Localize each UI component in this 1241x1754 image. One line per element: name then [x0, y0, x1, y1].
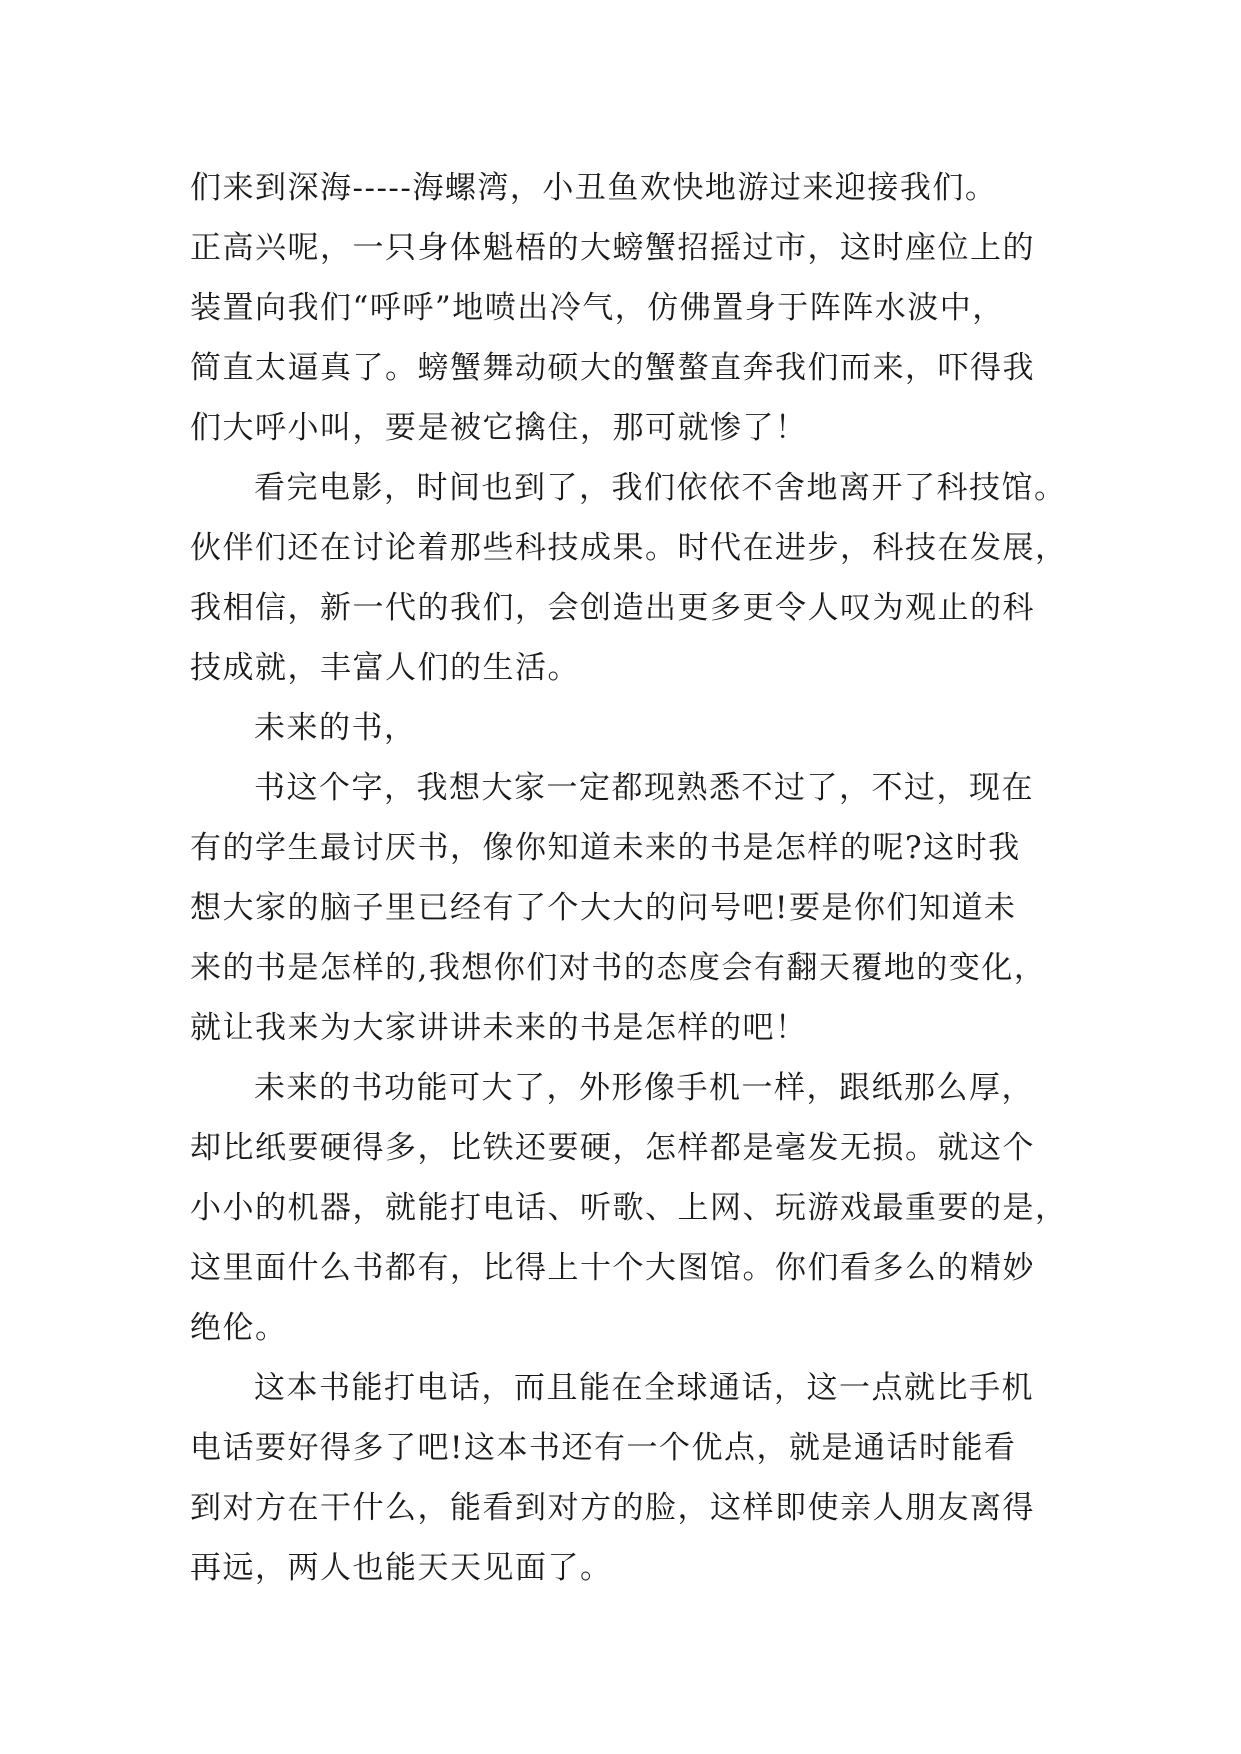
paragraph	[190, 158, 1070, 458]
text-line: 有的学生最讨厌书，像你知道未来的书是怎样的呢?这时我	[190, 830, 1021, 866]
text-line: 们来到深海-----海螺湾，小丑鱼欢快地游过来迎接我们。	[190, 170, 998, 206]
text-line: 书这个字，我想大家一定都现熟悉不过了，不过，现在	[254, 770, 1034, 806]
text-line: 小小的机器，就能打电话、听歌、上网、玩游戏最重要的是，	[190, 1190, 1068, 1226]
text-line: 想大家的脑子里已经有了个大大的问号吧!要是你们知道未	[190, 890, 1017, 926]
text-line: 绝伦。	[190, 1310, 288, 1346]
text-line: 装置向我们“呼呼”地喷出冷气，仿佛置身于阵阵水波中，	[190, 290, 1005, 326]
text-line: 来的书是怎样的,我想你们对书的态度会有翻天覆地的变化，	[190, 950, 1047, 986]
text-line: 电话要好得多了吧!这本书还有一个优点，就是通话时能看	[190, 1430, 1017, 1466]
paragraph	[190, 758, 1070, 1058]
text-line: 再远，两人也能天天见面了。	[190, 1550, 613, 1586]
text-line: 这里面什么书都有，比得上十个大图馆。你们看多么的精妙	[190, 1250, 1035, 1286]
text-line: 伙伴们还在讨论着那些科技成果。时代在进步，科技在发展，	[190, 530, 1068, 566]
text-line: 看完电影，时间也到了，我们依依不舍地离开了科技馆。	[254, 470, 1067, 506]
text-line: 正高兴呢，一只身体魁梧的大螃蟹招摇过市，这时座位上的	[190, 230, 1035, 266]
text-line: 简直太逼真了。螃蟹舞动硕大的蟹螯直奔我们而来，吓得我	[190, 350, 1035, 386]
text-line: 技成就，丰富人们的生活。	[190, 650, 580, 686]
text-line: 未来的书功能可大了，外形像手机一样，跟纸那么厚，	[254, 1070, 1034, 1106]
text-line: 未来的书，	[254, 710, 417, 746]
paragraph	[190, 1358, 1070, 1598]
text-line: 我相信，新一代的我们，会创造出更多更令人叹为观止的科	[190, 590, 1035, 626]
paragraph	[190, 698, 1070, 758]
paragraph	[190, 1058, 1070, 1358]
text-line: 们大呼小叫，要是被它擒住，那可就惨了！	[190, 410, 808, 446]
text-line: 却比纸要硬得多，比铁还要硬，怎样都是毫发无损。就这个	[190, 1130, 1035, 1166]
text-line: 这本书能打电话，而且能在全球通话，这一点就比手机	[254, 1370, 1034, 1406]
document-body	[190, 158, 1070, 1598]
paragraph	[190, 458, 1070, 698]
text-line: 到对方在干什么，能看到对方的脸，这样即使亲人朋友离得	[190, 1490, 1035, 1526]
text-line: 就让我来为大家讲讲未来的书是怎样的吧！	[190, 1010, 808, 1046]
